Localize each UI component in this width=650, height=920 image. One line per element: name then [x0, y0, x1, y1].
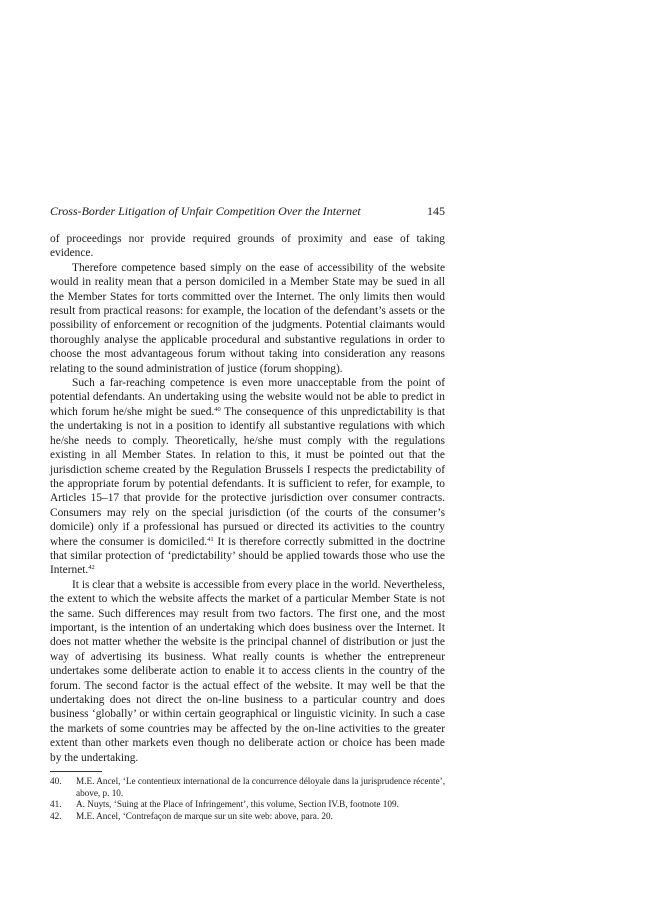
footnote-divider — [50, 771, 102, 772]
paragraph-2: Therefore competence based simply on the ease of accessibility of the website would in reality mean that a person domiciled in a Member State may be sued in all the Member States for torts committed over the Internet. The only limits then would result from practical reasons: for example, the location of the defendant’s assets or the possibility of enforcement or recognition of the judgments. Potential claimants would thoroughly analyse the applicable procedural and substantive regulations in order to choose the most advantageous forum without taking into consideration any reasons relating to the sound administration of justice (forum shopping). — [50, 261, 445, 375]
footnote-42 — [50, 811, 445, 823]
footnote-text: M.E. Ancel, ‘Le contentieux international de la concurrence déloyale dans la jurisprudence récente’, above, p. 10. — [76, 776, 445, 798]
paragraph-3-part-a: Such a far-reaching competence is even more unacceptable from the point of potential defendants. An undertaking using the website would not be able to predict in which forum he/she might be sued. — [50, 377, 445, 418]
footnote-ref-40[interactable]: 40 — [214, 405, 221, 413]
footnote-40 — [50, 776, 445, 799]
paragraph-3-part-b: The consequence of this unpredictability is that the undertaking is not in a position to identify all substantive regulations with which he/she needs to comply. Theoretically, he/she must comply with the regulations existing in all Member States. In relation to this, it must be pointed out that the jurisdiction scheme created by the Regulation Brussels I respects the predictability of the appropriate forum by potential defendants. It is sufficient to refer, for example, to Articles 15–17 that provide for the protective jurisdiction over consumer contracts. Consumers may rely on the special jurisdiction (of the courts of the consumer’s domicile) only if a professional has pursued or directed its activities to the country where the consumer is domiciled. — [50, 405, 445, 548]
paragraph-1: of proceedings nor provide required grounds of proximity and ease of taking evidence. — [50, 233, 445, 260]
paragraph-3 — [50, 376, 445, 578]
footnote-ref-42[interactable]: 42 — [88, 564, 95, 572]
paragraph-3-part-c: It is therefore correctly submitted in the doctrine that similar protection of ‘predictability’ should be applied towards those who use the Internet. — [50, 535, 446, 577]
body-text — [50, 232, 445, 765]
footnote-number: 40. — [50, 776, 62, 786]
page-header — [50, 204, 445, 218]
footnote-text: A. Nuyts, ‘Suing at the Place of Infringement’, this volume, Section IV.B, footnote 109. — [76, 799, 399, 810]
footnote-number: 41. — [50, 799, 62, 810]
running-title: Cross-Border Litigation of Unfair Competition Over the Internet — [50, 204, 361, 218]
footnote-number: 42. — [50, 810, 62, 821]
page-number: 145 — [427, 204, 445, 218]
footnote-text: M.E. Ancel, ‘Contrefaçon de marque sur un site web: above, para. 20. — [76, 810, 333, 821]
footnote-41 — [50, 799, 445, 811]
footnotes — [50, 776, 445, 822]
paragraph-4: It is clear that a website is accessible from every place in the world. Nevertheless, the extent to which the website affects the market of a particular Member State is not the same. Such differences may result from two factors. The first one, and the most important, is the intention of an undertaking which does business over the Internet. It does not matter whether the website is the principal channel of distribution or just the way of advertising its business. What really counts is whether the entrepreneur undertakes some deliberate action to enable it to access clients in the country of the forum. The second factor is the actual effect of the website. It may well be that the undertaking does not direct the on-line business to a particular country and does business ‘globally’ or within certain geographical or linguistic vicinity. In such a case the markets of some countries may be affected by the on-line activities to the greater extent than other markets even though no deliberate action or choice has been made by the undertaking. — [50, 578, 445, 764]
footnote-ref-41[interactable]: 41 — [207, 535, 214, 543]
